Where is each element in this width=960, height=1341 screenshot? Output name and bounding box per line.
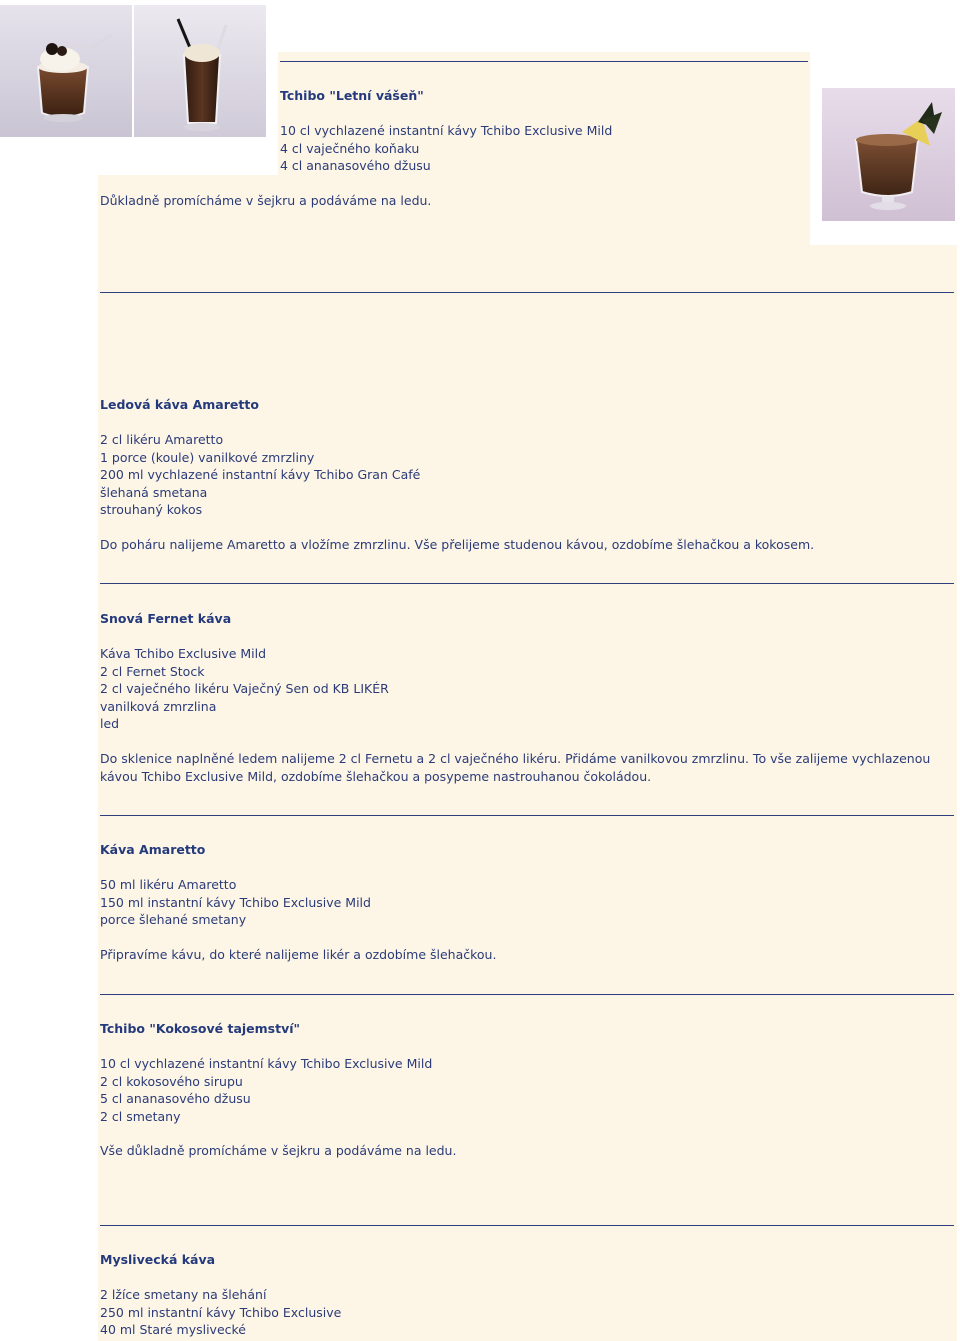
ingredient-line: Káva Tchibo Exclusive Mild (100, 646, 267, 661)
ingredient-line: 4 cl ananasového džusu (280, 158, 431, 173)
ingredient-line: šlehaná smetana (100, 484, 208, 500)
ingredient-line: 2 cl smetany (100, 1108, 181, 1124)
recipe-instructions: Do poháru nalijeme Amaretto a vložíme zmrzlinu. Vše přelijeme studenou kávou, ozdobíme šlehačkou a kokosem. (100, 537, 815, 552)
divider (100, 583, 954, 584)
ingredient-line: led (100, 716, 120, 731)
ingredient-line: strouhaný kokos (100, 502, 203, 517)
tall-iced-coffee-photo (134, 5, 266, 137)
recipe-title: Tchibo "Letní vášeň" (280, 88, 424, 103)
ingredient-line: 2 lžíce smetany na šlehání (100, 1287, 267, 1302)
ingredient-line: 2 cl likéru Amaretto (100, 432, 224, 447)
recipe-instructions: Do sklenice naplněné ledem nalijeme 2 cl Fernetu a 2 cl vaječného likéru. Přidáme vanilkovou zmrzlinu. To vše zalijeme vychlazenou kávou Tchibo Exclusive Mild, ozdobíme šlehačkou a posypeme nastrouhanou čokoládou. (100, 751, 931, 784)
ingredient-line: 1 porce (koule) vanilkové zmrzliny (100, 449, 315, 465)
recipe-title: Myslivecká káva (100, 1252, 216, 1267)
recipe-title: Tchibo "Kokosové tajemství" (100, 1021, 301, 1036)
iced-coffee-cream-icon (0, 5, 132, 137)
recipe-title: Ledová káva Amaretto (100, 397, 259, 412)
recipe-instructions: Připravíme kávu, do které nalijeme likér a ozdobíme šlehačkou. (100, 947, 497, 962)
ingredient-line: 40 ml Staré myslivecké (100, 1322, 247, 1337)
divider (100, 292, 954, 293)
ingredient-line: 2 cl kokosového sirupu (100, 1073, 243, 1089)
ingredient-line: 2 cl Fernet Stock (100, 663, 205, 679)
ingredient-line: vanilková zmrzlina (100, 698, 217, 714)
recipe-instructions: Vše důkladně promícháme v šejkru a podáváme na ledu. (100, 1143, 457, 1158)
recipe-instructions: Důkladně promícháme v šejkru a podáváme na ledu. (100, 193, 432, 208)
coffee-pineapple-photo (822, 88, 955, 221)
ingredient-line: 250 ml instantní kávy Tchibo Exclusive (100, 1304, 342, 1320)
recipe-title: Káva Amaretto (100, 842, 206, 857)
recipe-panel-left (98, 175, 810, 247)
ingredient-line: 4 cl vaječného koňaku (280, 140, 420, 156)
divider (100, 994, 954, 995)
divider (100, 1225, 954, 1226)
ingredient-line: 2 cl vaječného likéru Vaječný Sen od KB LIKÉR (100, 681, 389, 696)
ingredient-line: 150 ml instantní kávy Tchibo Exclusive Mild (100, 894, 371, 910)
divider (280, 61, 808, 62)
ingredient-line: 50 ml likéru Amaretto (100, 877, 237, 892)
recipe-title: Snová Fernet káva (100, 611, 232, 626)
divider (100, 815, 954, 816)
ingredient-line: 200 ml vychlazené instantní kávy Tchibo Gran Café (100, 467, 421, 482)
ingredient-line: 10 cl vychlazené instantní kávy Tchibo Exclusive Mild (280, 123, 613, 138)
tall-iced-coffee-icon (134, 5, 266, 137)
ingredient-line: 10 cl vychlazené instantní kávy Tchibo Exclusive Mild (100, 1056, 433, 1071)
coffee-pineapple-icon (822, 88, 955, 221)
ingredient-line: porce šlehané smetany (100, 912, 247, 927)
iced-coffee-cream-photo (0, 5, 132, 137)
ingredient-line: 5 cl ananasového džusu (100, 1091, 251, 1106)
